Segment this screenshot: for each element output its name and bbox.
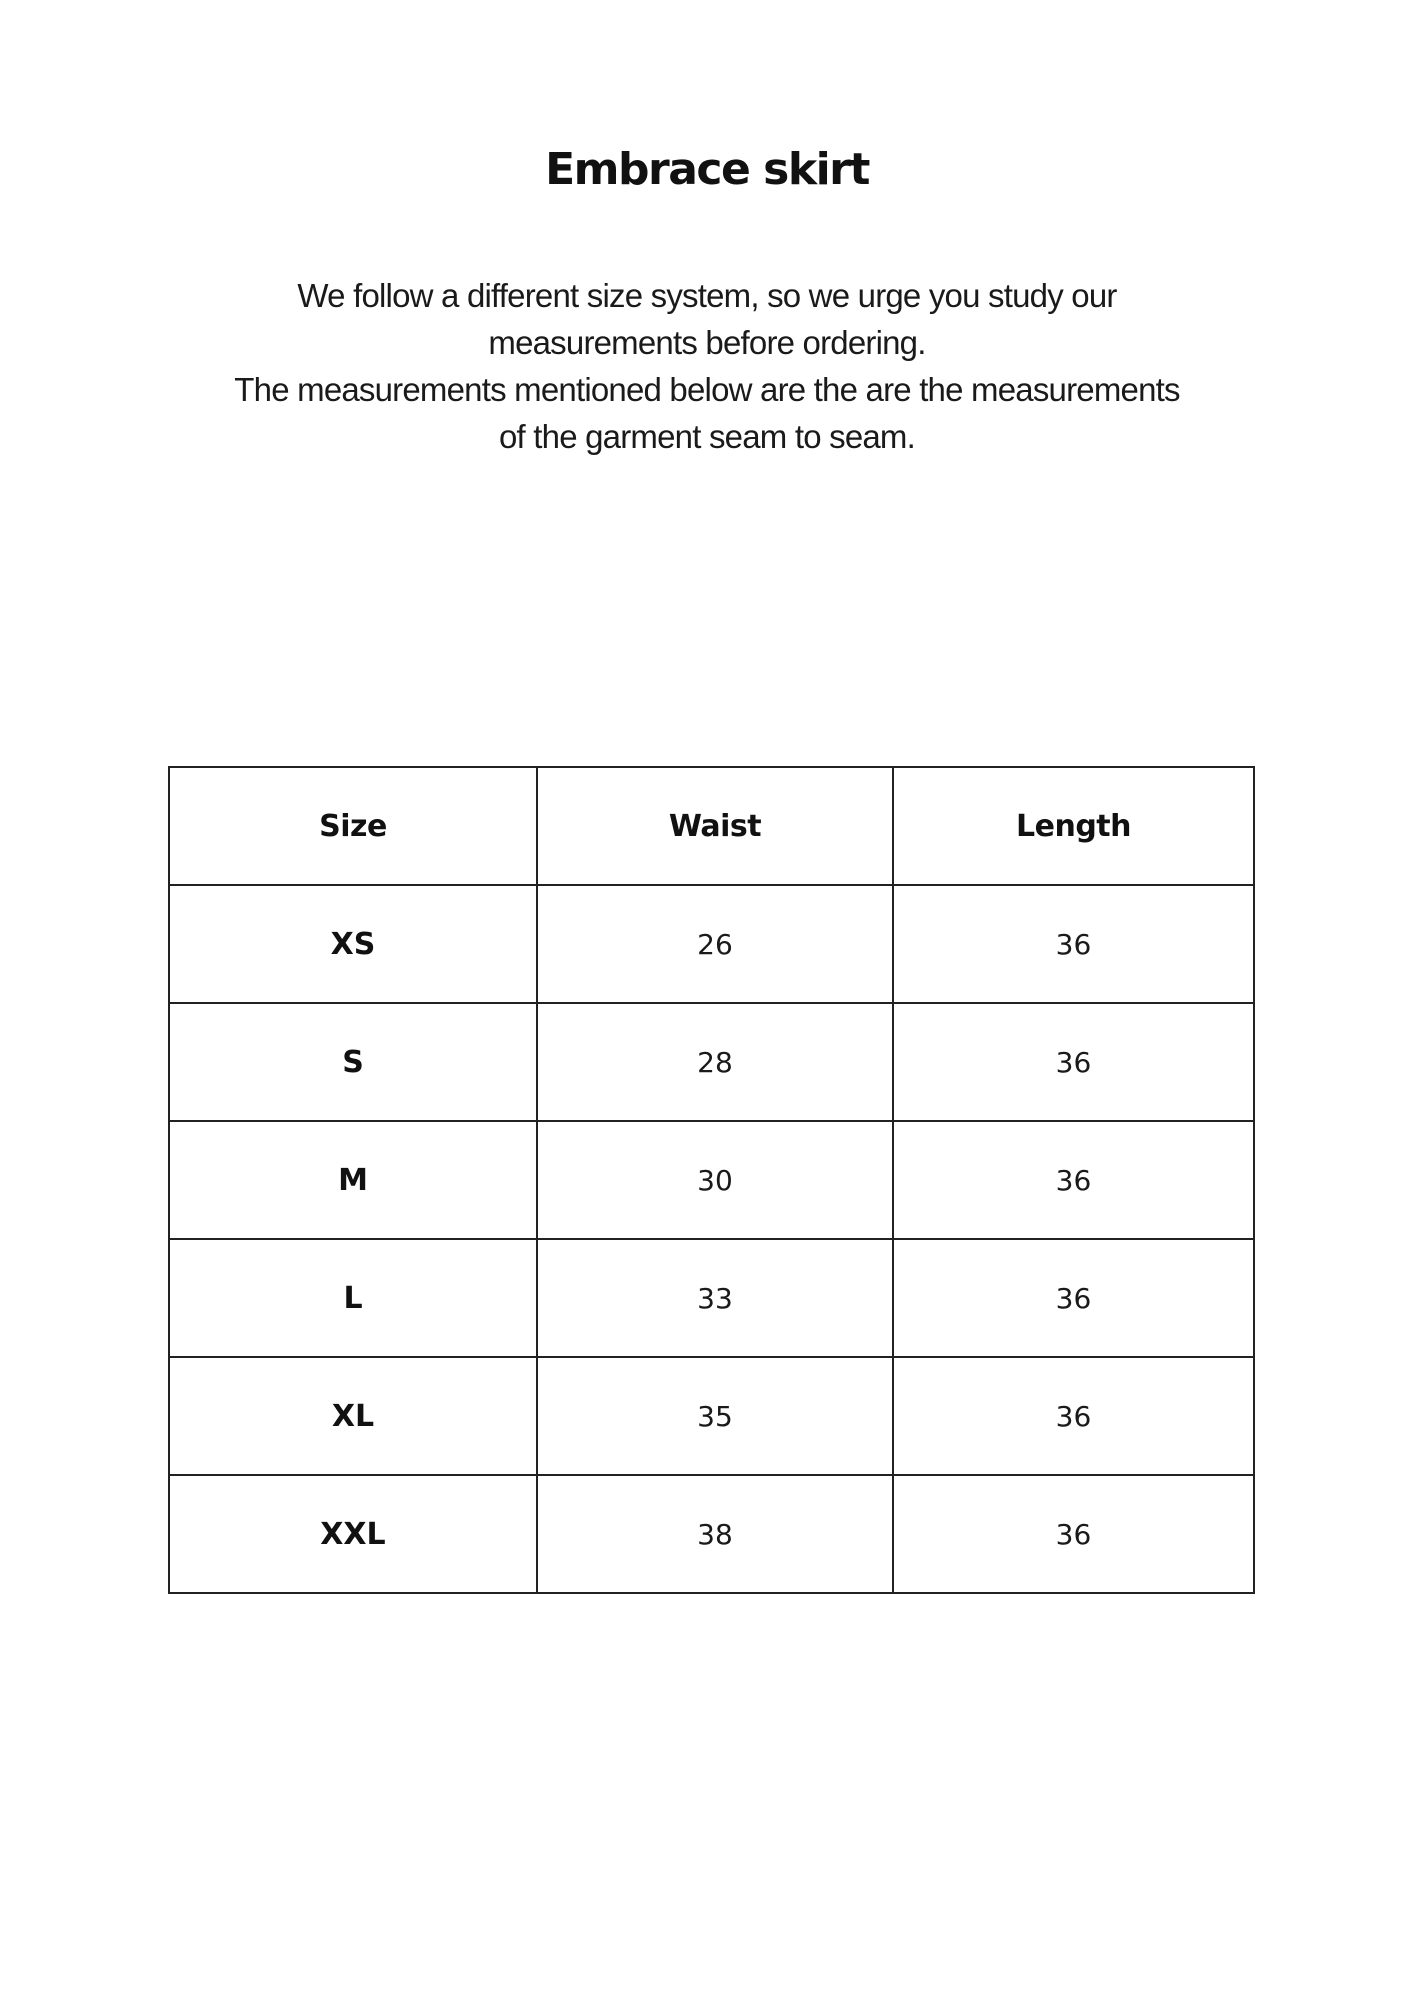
intro-line: of the garment seam to seam. [499,418,915,455]
intro-line: measurements before ordering. [488,324,926,361]
table-row [169,1475,1254,1593]
table-row [169,885,1254,1003]
table-row [169,1239,1254,1357]
length-cell: 36 [893,1475,1254,1593]
size-cell: XL [169,1357,537,1475]
column-header-size: Size [169,767,537,885]
column-header-waist: Waist [537,767,893,885]
length-cell: 36 [893,1239,1254,1357]
table-row [169,1003,1254,1121]
size-cell: S [169,1003,537,1121]
size-cell: XS [169,885,537,1003]
waist-cell: 28 [537,1003,893,1121]
length-cell: 36 [893,1003,1254,1121]
length-cell: 36 [893,1357,1254,1475]
table-header-row [169,767,1254,885]
table-row [169,1121,1254,1239]
waist-cell: 30 [537,1121,893,1239]
size-cell: L [169,1239,537,1357]
column-header-length: Length [893,767,1254,885]
waist-cell: 33 [537,1239,893,1357]
table-row [169,1357,1254,1475]
length-cell: 36 [893,1121,1254,1239]
page-title: Embrace skirt [545,144,869,195]
size-chart-table [168,766,1255,1594]
length-cell: 36 [893,885,1254,1003]
size-cell: M [169,1121,537,1239]
waist-cell: 26 [537,885,893,1003]
size-cell: XXL [169,1475,537,1593]
intro-text [150,272,1264,460]
waist-cell: 35 [537,1357,893,1475]
intro-line: The measurements mentioned below are the are the measurements [234,371,1180,408]
intro-line: We follow a different size system, so we urge you study our [297,277,1117,314]
waist-cell: 38 [537,1475,893,1593]
